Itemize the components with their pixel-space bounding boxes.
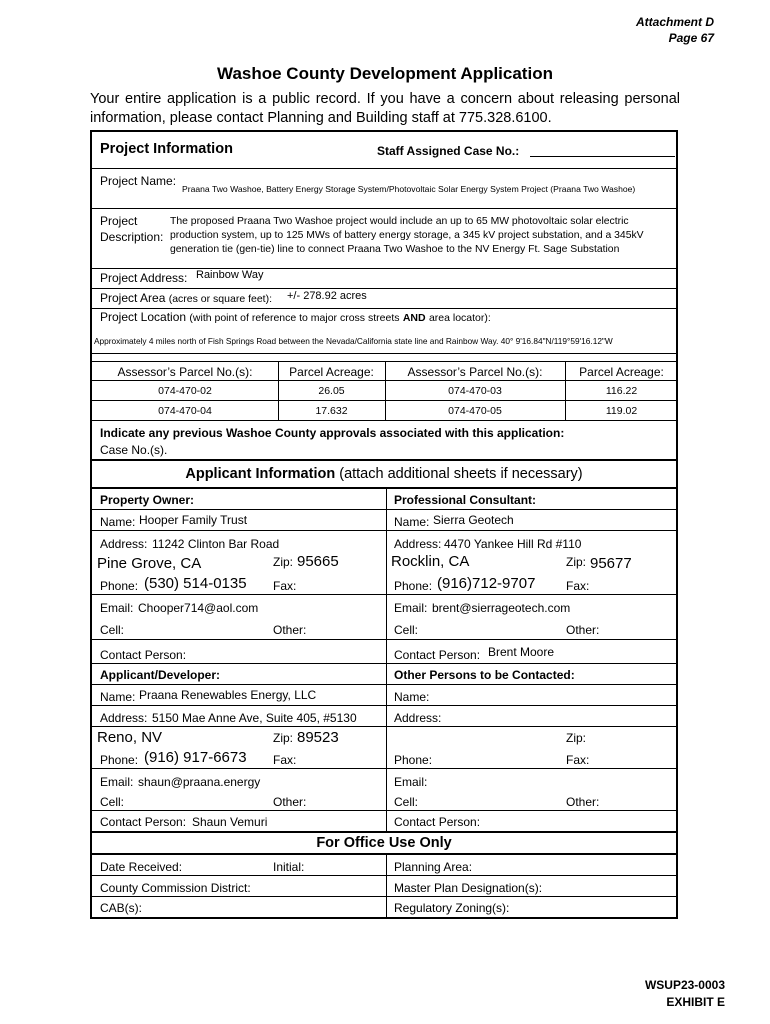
developer-city-value[interactable]: Reno, NV (97, 729, 163, 746)
consultant-address-label: Address: (394, 537, 442, 551)
developer-cell-row (92, 790, 676, 811)
other-address-label: Address: (394, 711, 442, 725)
parcel-header-row (92, 361, 676, 381)
owner-other-label: Other: (273, 623, 307, 637)
owner-fax-label: Fax: (273, 579, 297, 593)
consultant-city-value[interactable]: Rocklin, CA (391, 553, 470, 570)
developer-title-row (92, 664, 676, 685)
parcel-cell[interactable]: 074-470-03 (448, 385, 502, 397)
planning-area-label: Planning Area: (394, 860, 473, 874)
parcel-cell[interactable]: 26.05 (318, 385, 345, 397)
owner-zip-value[interactable]: 95665 (297, 553, 339, 570)
office-use-title: For Office Use Only (316, 835, 452, 851)
other-email-label: Email: (394, 775, 428, 789)
project-name-label: Project Name: (100, 174, 177, 188)
other-name-label: Name: (394, 690, 430, 704)
developer-email-label: Email: (100, 775, 134, 789)
owner-title-row (92, 489, 676, 510)
project-location-label-text: Project Location (100, 310, 187, 324)
other-zip-label: Zip: (566, 731, 587, 745)
developer-phone-label: Phone: (100, 753, 139, 767)
consultant-contact-value[interactable]: Brent Moore (488, 645, 555, 659)
property-owner-title: Property Owner: (100, 493, 195, 507)
parcel-cell[interactable]: 074-470-02 (158, 385, 212, 397)
application-form (90, 130, 678, 919)
description-line-2[interactable]: production system, up to 125 MWs of battery energy storage, a 345 kV project substation, and a 345kV (170, 230, 644, 241)
consultant-address-value[interactable]: 4470 Yankee Hill Rd #110 (444, 537, 582, 551)
applicant-grid (92, 489, 676, 831)
consultant-phone-label: Phone: (394, 579, 433, 593)
attachment-label: Attachment D (635, 15, 714, 29)
consultant-name-value[interactable]: Sierra Geotech (433, 513, 514, 527)
page-number: Page 67 (668, 31, 714, 45)
date-received-label: Date Received: (100, 860, 183, 874)
document-title: Washoe County Development Application (217, 64, 553, 83)
project-name-row (92, 169, 676, 209)
table-row (92, 401, 676, 421)
owner-cell-label: Cell: (100, 623, 125, 637)
initial-label: Initial: (273, 860, 305, 874)
project-location-label (100, 310, 491, 324)
owner-name-row (92, 510, 676, 531)
consultant-email-value[interactable]: brent@sierrageotech.com (432, 601, 571, 615)
developer-contact-row (92, 811, 676, 831)
other-persons-title: Other Persons to be Contacted: (394, 668, 575, 682)
consultant-name-label: Name: (394, 515, 430, 529)
parcel-table (92, 361, 676, 421)
developer-phone-value[interactable]: (916) 917-6673 (144, 749, 247, 766)
owner-address-value[interactable]: 11242 Clinton Bar Road (152, 537, 280, 551)
developer-email-row (92, 769, 676, 790)
parcel-header: Assessor’s Parcel No.(s): (117, 365, 253, 379)
office-row (92, 855, 676, 876)
developer-contact-label: Contact Person: (100, 815, 187, 829)
approvals-label: Indicate any previous Washoe County approvals associated with this application: (100, 426, 565, 440)
other-contact-label: Contact Person: (394, 815, 481, 829)
project-address-value[interactable]: Rainbow Way (196, 269, 264, 281)
owner-email-row (92, 595, 676, 617)
parcel-cell[interactable]: 116.22 (605, 385, 638, 397)
other-other-label: Other: (566, 795, 600, 809)
project-area-value[interactable]: +/- 278.92 acres (287, 290, 367, 302)
owner-name-value[interactable]: Hooper Family Trust (139, 513, 248, 527)
description-label-1: Project (100, 214, 138, 228)
developer-address-label: Address: (100, 711, 148, 725)
parcel-cell[interactable]: 074-470-05 (448, 405, 502, 417)
developer-city-row (92, 727, 676, 748)
exhibit-label: EXHIBIT E (666, 995, 725, 1009)
applicant-info-title-text: Applicant Information (185, 466, 336, 482)
developer-name-label: Name: (100, 690, 136, 704)
consultant-cell-label: Cell: (394, 623, 419, 637)
project-address-row (92, 269, 676, 289)
consultant-phone-value[interactable]: (916)712-9707 (437, 575, 536, 592)
owner-name-label: Name: (100, 515, 136, 529)
parcel-cell[interactable]: 17.632 (315, 405, 348, 417)
project-description-row (92, 209, 676, 269)
owner-email-label: Email: (100, 601, 134, 615)
owner-address-row (92, 531, 676, 552)
developer-cell-label: Cell: (100, 795, 125, 809)
other-cell-label: Cell: (394, 795, 419, 809)
consultant-fax-label: Fax: (566, 579, 590, 593)
case-number: WSUP23-0003 (644, 978, 725, 992)
project-info-header (92, 132, 676, 169)
approvals-row (92, 421, 676, 461)
description-label-2: Description: (100, 230, 164, 244)
applicant-info-title (92, 466, 676, 482)
developer-phone-row (92, 748, 676, 769)
parcel-header: Parcel Acreage: (289, 365, 374, 379)
developer-zip-value[interactable]: 89523 (297, 729, 339, 746)
description-line-3[interactable]: generation tie (gen-tie) line to connect Praana Two Washoe to the NV Energy Ft. Sage Substation (170, 244, 620, 255)
cab-label: CAB(s): (100, 901, 142, 915)
page-header (636, 14, 714, 46)
owner-city-value[interactable]: Pine Grove, CA (97, 555, 202, 572)
project-area-label-text: Project Area (100, 291, 166, 305)
consultant-contact-label: Contact Person: (394, 648, 481, 662)
description-line-1[interactable]: The proposed Praana Two Washoe project would include an up to 65 MW photovoltaic solar electric (170, 216, 629, 227)
location-hint-a: (with point of reference to major cross streets (189, 312, 400, 324)
project-location-value[interactable]: Approximately 4 miles north of Fish Springs Road between the Nevada/California state line and Rainbow Way. 40° 9'16.84"N/119°59'16.12"W (94, 336, 613, 346)
applicant-info-header (92, 461, 676, 489)
intro-text: Your entire application is a public record. If you have a concern about releasing personal information, please contact Planning and Building staff at 775.328.6100. (90, 91, 680, 126)
developer-name-value[interactable]: Praana Renewables Energy, LLC (139, 688, 317, 702)
owner-zip-label: Zip: (273, 555, 294, 569)
developer-fax-label: Fax: (273, 753, 297, 767)
regulatory-zoning-label: Regulatory Zoning(s): (394, 901, 510, 915)
project-location-row (92, 309, 676, 354)
developer-address-row (92, 706, 676, 727)
project-area-label (100, 291, 272, 305)
developer-zip-label: Zip: (273, 731, 294, 745)
location-hint-and: AND (402, 312, 426, 324)
owner-contact-label: Contact Person: (100, 648, 187, 662)
applicant-info-note: (attach additional sheets if necessary) (339, 466, 583, 482)
case-no-field[interactable] (530, 156, 675, 157)
commission-district-label: County Commission District: (100, 881, 251, 895)
case-no-label: Staff Assigned Case No.: (377, 144, 520, 158)
consultant-other-label: Other: (566, 623, 600, 637)
office-row (92, 897, 676, 917)
owner-cell-row (92, 617, 676, 639)
parcel-header: Assessor’s Parcel No.(s): (407, 365, 543, 379)
parcel-cell[interactable]: 119.02 (605, 405, 638, 417)
owner-address-label: Address: (100, 537, 148, 551)
developer-name-row (92, 685, 676, 706)
parcel-header: Parcel Acreage: (579, 365, 664, 379)
project-info-title: Project Information (100, 141, 233, 157)
owner-phone-label: Phone: (100, 579, 139, 593)
consultant-title: Professional Consultant: (394, 493, 537, 507)
developer-email-value[interactable]: shaun@praana.energy (138, 775, 261, 789)
owner-phone-row (92, 574, 676, 595)
exhibit-footer (645, 977, 725, 1011)
other-fax-label: Fax: (566, 753, 590, 767)
developer-other-label: Other: (273, 795, 307, 809)
approvals-case-label: Case No.(s). (100, 443, 168, 457)
owner-email-value[interactable]: Chooper714@aol.com (138, 601, 259, 615)
consultant-email-label: Email: (394, 601, 428, 615)
office-use-grid (92, 855, 676, 917)
owner-contact-row (92, 639, 676, 664)
project-name-value[interactable]: Praana Two Washoe, Battery Energy Storage System/Photovoltaic Solar Energy System Project (Praana Two Washoe) (182, 184, 636, 194)
developer-contact-value[interactable]: Shaun Vemuri (192, 815, 268, 829)
parcel-cell[interactable]: 074-470-04 (158, 405, 212, 417)
other-phone-label: Phone: (394, 753, 433, 767)
project-address-label: Project Address: (100, 271, 188, 285)
owner-phone-value[interactable]: (530) 514-0135 (144, 575, 247, 592)
developer-address-value[interactable]: 5150 Mae Anne Ave, Suite 405, #5130 (152, 711, 357, 725)
table-row (92, 381, 676, 401)
consultant-zip-value[interactable]: 95677 (590, 555, 632, 572)
consultant-zip-label: Zip: (566, 555, 587, 569)
applicant-developer-title: Applicant/Developer: (100, 668, 221, 682)
location-hint-b: area locator): (428, 312, 491, 324)
office-use-header (92, 831, 676, 855)
owner-city-row (92, 552, 676, 574)
office-row (92, 876, 676, 897)
project-area-row (92, 289, 676, 309)
project-area-hint: (acres or square feet): (168, 293, 273, 305)
master-plan-label: Master Plan Designation(s): (394, 881, 543, 895)
